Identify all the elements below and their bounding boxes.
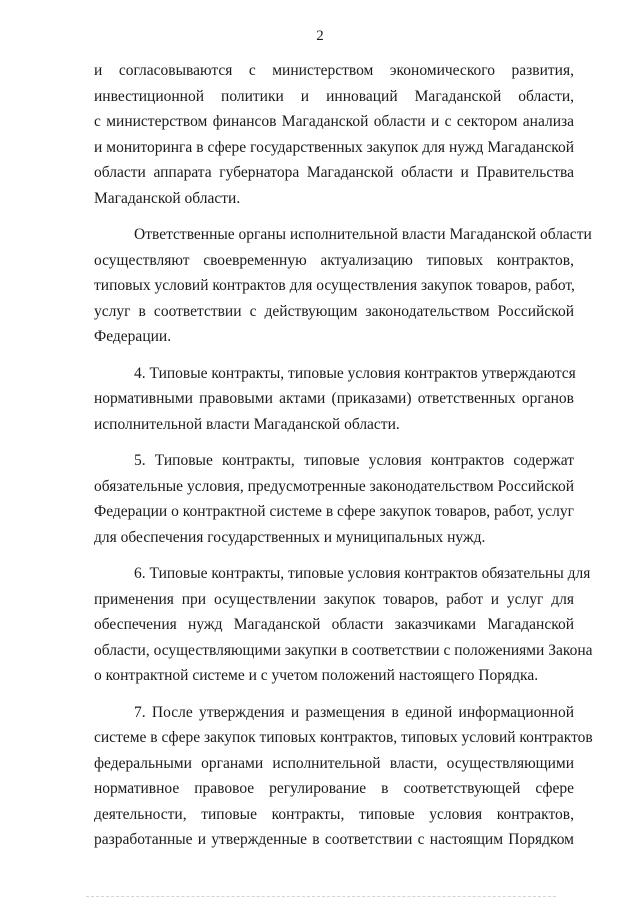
text-line: и мониторинга в сфере государственных закупок для нужд Магаданской [94, 138, 574, 156]
text-line: осуществляют своевременную актуализацию типовых контрактов, [94, 251, 574, 269]
text-line: инвестиционной политики и инноваций Магаданской области, [94, 87, 574, 105]
text-line: Ответственные органы исполнительной власти Магаданской области [134, 226, 592, 243]
text-line: обязательные условия, предусмотренные законодательством Российской [94, 477, 574, 495]
text-line: Федерации. [94, 328, 172, 345]
page-number: 2 [316, 28, 324, 44]
text-line: нормативными правовыми актами (приказами) ответственных органов [94, 390, 574, 407]
scan-edge-marks [86, 896, 556, 899]
text-line: деятельности, типовые контракты, типовые условия контрактов, [94, 805, 574, 823]
text-line: Федерации о контрактной системе в сфере закупок товаров, работ, услуг [94, 503, 574, 520]
text-line: типовых условий контрактов для осуществления закупок товаров, работ, [94, 277, 575, 294]
text-line: Магаданской области. [94, 189, 241, 207]
text-line: 5. Типовые контракты, типовые условия контрактов содержат [134, 452, 574, 469]
text-line: области, осуществляющими закупки в соответствии с положениями Закона [94, 641, 593, 659]
text-line: о контрактной системе и с учетом положений настоящего Порядка. [94, 667, 539, 684]
text-line: 6. Типовые контракты, типовые условия контрактов обязательны для [134, 565, 591, 582]
text-line: 4. Типовые контракты, типовые условия контрактов утверждаются [134, 364, 576, 382]
text-line: нормативное правовое регулирование в соответствующей сфере [94, 780, 574, 797]
text-line: для обеспечения государственных и муниципальных нужд. [94, 528, 486, 546]
text-line: разработанные и утвержденные в соответствии с настоящим Порядком [94, 831, 574, 848]
text-line: и согласовываются с министерством экономического развития, [94, 62, 574, 79]
text-line: применения при осуществлении закупок товаров, работ и услуг для [94, 590, 574, 608]
paragraph-item-5 [94, 448, 574, 550]
text-line: обеспечения нужд Магаданской области заказчиками Магаданской [94, 616, 574, 633]
text-line: исполнительной власти Магаданской области. [94, 415, 400, 433]
paragraph-continuation [94, 58, 574, 211]
paragraph-item-4 [94, 361, 574, 438]
text-line: 7. После утверждения и размещения в единой информационной [134, 703, 574, 721]
paragraph-responsible-bodies [94, 222, 592, 350]
text-line: системе в сфере закупок типовых контрактов, типовых условий контрактов [94, 729, 593, 746]
paragraph-item-6 [94, 561, 593, 689]
text-line: с министерством финансов Магаданской области и с сектором анализа [94, 113, 574, 130]
text-line: области аппарата губернатора Магаданской области и Правительства [94, 164, 574, 181]
document-body [94, 58, 593, 864]
paragraph-item-7 [94, 700, 593, 853]
text-line: федеральными органами исполнительной власти, осуществляющими [94, 754, 574, 772]
text-line: услуг в соответствии с действующим законодательством Российской [94, 302, 574, 320]
